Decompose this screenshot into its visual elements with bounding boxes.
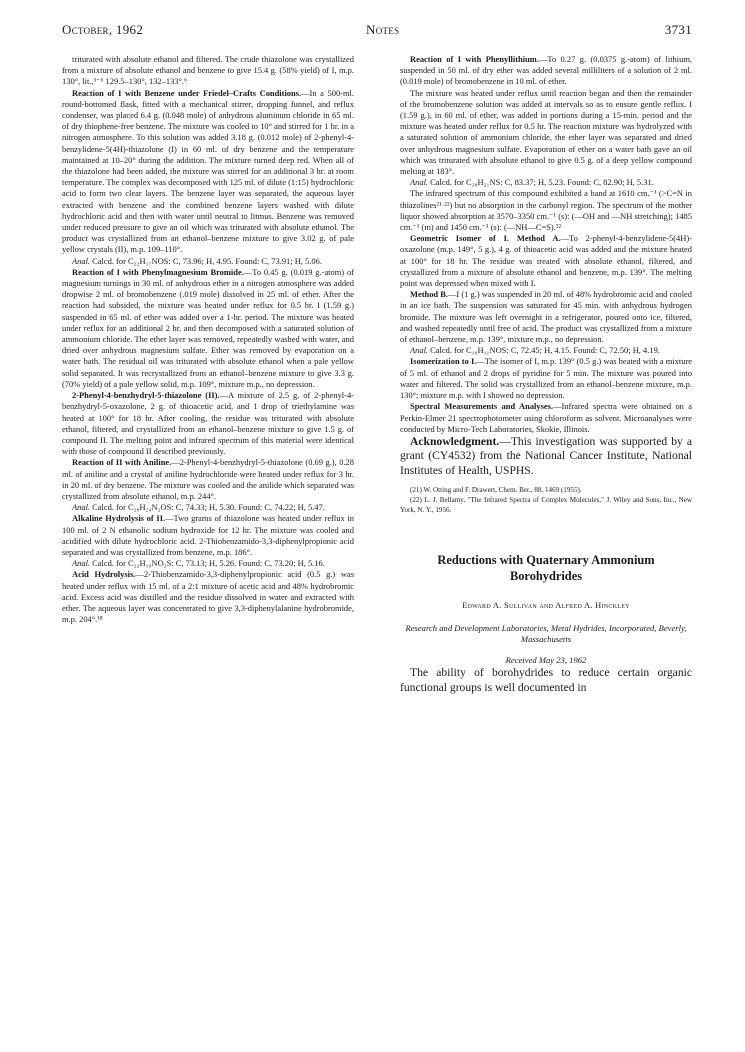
section-heading: 2-Phenyl-4-benzhydryl-5-thiazolone (II). [72,390,220,401]
paragraph-text: —To 0.45 g. (0.019 g.-atom) of magnesium turnings in 30 ml. of anhydrous ether in a nitrogen atmosphere was added dropwise 2 ml. of bromobenzene (.019 mole) dissolved in 25 ml. of ether. After the reaction had subsided, the mixture was heated under reflux for 0.5 hr. I (1.59 g.) suspended in 65 ml. of ether was added over a 1-hr. period. The mixture was heated under reflux for an additional 2 hr. and then decomposed with a saturated solution of ammonium chloride. The ether layer was removed, repeatedly washed with water, and dried over anhydrous magnesium sulfate. Ether was removed by evaporation on a water bath. The residual oil was triturated with absolute ethanol when a pale yellow solid separated. It was recrystallized from an ethanol–benzene mixture to give 3.3 g. (70% yield) of a pale yellow solid, m.p. 109°, mixture m.p., no depression. [62,266,354,389]
left-column-paragraph [62,256,354,267]
right-column-paragraph [400,177,692,188]
acknowledgment-head: Acknowledgment. [410,434,500,448]
section-heading: Method B. [410,289,448,300]
article-title: Reductions with Quaternary Ammonium Borohydrides [437,552,655,583]
right-column-paragraph [400,356,692,401]
left-column [62,54,354,625]
section-heading: Geometric Isomer of I. Method A. [410,233,561,244]
header-page-number: 3731 [664,22,692,37]
section-heading: Reaction of I with Phenyllithium. [410,54,539,64]
right-column-paragraphs [400,54,692,435]
paragraph-text: —2-Thiobenzamido-3,3-diphenylpropionic acid (0.5 g.) was heated under reflux with 15 ml. of a 2:1 mixture of acetic acid and 48% hydrobromic acid. Excess acid was distilled and the residue dissolved in water and extracted with ether. The aqueous layer was concentrated to give 3,3-diphenylalanine hydrobromide, m.p. 204°.¹⁸ [62,569,354,625]
right-column-paragraph [400,54,692,88]
header-section: Notes [366,22,400,37]
left-column-paragraph [62,569,354,625]
article-affiliation: Research and Development Laboratories, Metal Hydrides, Incorporated, Beverly, Massachusetts [405,622,687,644]
right-column [400,54,692,695]
paragraph-text: triturated with absolute ethanol and filtered. The crude thiazolone was crystallized from a mixture of absolute ethanol and benzene to give 15.4 g. (58% yield) of I, m.p. 130°, lit.,³⁻⁶ 129.5–130°, 132–133°.⁶ [62,54,354,87]
section-heading: Reaction of I with Benzene under Friedel–Crafts Conditions. [72,87,302,98]
paragraph-text: —Two grams of thiazolone was heated under reflux in 100 ml. of 2 N ethanolic sodium hydroxide for 12 hr. The mixture was cooled and acidified with dilute hydrochloric acid. 2-Thiobenzamido-3,3-diphenylpropionic acid separated and was crystallized from benzene, m.p. 186°. [62,513,354,557]
left-column-paragraph [62,54,354,88]
paragraph-text: Calcd. for C₁₆H₁₁NOS: C, 72.45; H, 4.15. Found: C, 72.50; H, 4.19. [428,345,660,356]
paragraph-text: The infrared spectrum of this compound exhibited a band at 1610 cm.⁻¹ (>C=N in thiazolines²¹·²²) but no absorption in the carbonyl region. The spectrum of the mother liquor showed absorption at 3570–3350 cm.⁻¹ (s): (—OH and —NH stretching); 1485 cm.⁻¹ (m) and 1450 cm.⁻¹ (s): (—NH—C=S).²² [400,188,692,233]
header-date: October, 1962 [62,22,144,37]
right-column-paragraph [400,401,692,435]
reference-21: (21) W. Otting and F. Drawert, Chem. Ber., 88, 1469 (1955). [410,486,582,495]
right-column-paragraph [400,233,692,289]
running-header [62,22,692,40]
paragraph-text: The mixture was heated under reflux until reaction began and then the remainder of the bromobenzene solution was added at intervals so as to ensure gentle reflux. I (1.59 g.), in 60 ml. of ether, was added in portions during a 15-min. period and the mixture was heated under reflux for 0.5 hr. The reaction mixture was hydrolyzed with a saturated solution of ammonium chloride, the ether layer was separated and dried over anhydrous magnesium sulfate. Evaporation of ether on a water bath gave an oil which was triturated with absolute ethanol to give 0.5 g. of a deep yellow compound melting at 183°. [400,87,692,177]
paragraph-text: —In a 500-ml. round-bottomed flask, fitted with a mechanical stirrer, dropping funnel, and reflux condenser, was placed 6.4 g. (0.048 mole) of anhydrous aluminum chloride in 65 ml. of dry thiophene-free benzene. The mixture was cooled to 10° and stirred for 1 hr. in a nitrogen atmosphere. To this solution was added 3.18 g. (0.012 mole) of 2-phenyl-4-benzylidene-5(4H)-thiazolone (I) in 60 ml. of dry benzene and the temperature maintained at 10–20° during the addition. The mixture turned deep red. When all of the thiazolone had been added, the mixture was stirred for an additional 3 hr. at room temperature. The complex was decomposed with 125 ml. of dilute (1:15) hydrochloric acid to form two clear layers. The benzene layer was separated, the aqueous layer extracted with benzene and the combined benzene layers washed with dilute hydrochloric acid and then with water until neutral to litmus. Benzene was removed under reduced pressure to give an oil which was triturated with absolute ethanol. The product was crystallized from an ethanol–benzene mixture to give 3.02 g. of pale yellow crystals (II), m.p. 109–110°. [62,87,354,255]
analysis-label: Anal. [410,345,429,356]
left-column-paragraph [62,558,354,569]
acknowledgment-text: —This investigation was supported by a grant (CY4532) from the National Cancer Institute, National Institutes of Health, USPHS. [400,434,692,477]
paragraph-text: Calcd. for C₂₂H₁₉NO₂S: C, 73.13; H, 5.26. Found: C, 73.20; H, 5.16. [90,558,325,569]
right-column-paragraph [400,289,692,345]
section-heading: Spectral Measurements and Analyses. [410,401,554,412]
analysis-label: Anal. [72,502,91,513]
article-received-date: Received May 23, 1962 [505,655,587,666]
paragraph-text: Calcd. for C₂₈H₂₁NS: C, 83.37; H, 5.23. Found: C, 82.90; H, 5.31. [428,177,654,188]
left-column-paragraph [62,457,354,502]
right-column-paragraph [400,188,692,233]
section-heading: Acid Hydrolysis. [72,569,136,580]
reference-22: (22) L. J. Bellamy, "The Infrared Spectra of Complex Molecules," J. Wiley and Sons, Inc., New York, N. Y., 1956. [400,495,692,514]
section-heading: Reaction of I with Phenylmagnesium Bromide. [72,266,244,277]
left-column-paragraph [62,267,354,390]
paragraph-text: —I (1 g.) was suspended in 20 ml. of 48% hydrobromic acid and cooled in an ice bath. The suspension was saturated for 45 min. with anhydrous hydrogen bromide. The mixture was left overnight in a refrigerator, poured onto ice, filtered, and washed repeatedly until free of acid. The product was crystallized from a mixture of ethanol–benzene, m.p. 139°, mixture m.p., no depression. [400,289,693,345]
article-intro: The ability of borohydrides to reduce certain organic functional groups is well documented in [400,666,692,694]
section-heading: Alkaline Hydrolysis of II. [72,513,166,524]
paragraph-text: —The isomer of I, m.p. 139° (0.5 g.) was heated with a mixture of 5 ml. of ethanol and 2 drops of pyridine for 5 min. The mixture was poured into water and filtered. The solid was crystallized from an ethanol–benzene mixture, m.p. 130°; mixture m.p. with I showed no depression. [400,356,692,401]
left-column-paragraph [62,88,354,256]
paragraph-text: —To 2-phenyl-4-benzylidene-5(4H)-oxazolone (m.p. 149°, 5 g.), 4 g. of thioacetic acid was added and the mixture heated at 100° for 18 hr. The residue was treated with absolute ethanol, filtered, and crystallized from a mixture of absolute ethanol and benzene, m.p. 139°. The melting point was depressed when mixed with I. [400,233,692,289]
analysis-label: Anal. [72,255,91,266]
left-column-paragraph [62,502,354,513]
section-heading: Isomerization to I. [410,356,477,367]
right-column-paragraph [400,345,692,356]
left-column-paragraph [62,513,354,558]
acknowledgment [400,435,692,478]
paragraph-text: —2-Phenyl-4-benzhydryl-5-thiazolone (0.69 g.), 0.28 ml. of aniline and a crystal of aniline hydrochloride were heated under reflux for 3 hr. in 20 ml. of dry benzene. The mixture was cooled and the anilide which separated was crystallized from absolute ethanol, m.p. 244°. [62,457,354,501]
paragraph-text: Calcd. for C₂₂H₁₇NOS: C, 73.96; H, 4.95. Found: C, 73.91; H, 5.06. [90,255,322,266]
paragraph-text: Calcd. for C₂₈H₂₄N₂OS: C, 74.33; H, 5.30. Found: C, 74.22; H, 5.47. [90,502,325,513]
analysis-label: Anal. [410,177,429,188]
right-column-paragraph [400,88,692,178]
article-authors: Edward A. Sullivan and Alfred A. Hinckley [462,600,630,610]
left-column-paragraph [62,390,354,457]
analysis-label: Anal. [72,558,91,569]
paragraph-text: —To 0.27 g. (0.0375 g.-atom) of lithium, suspended in 50 ml. of dry ether was added several milliliters of a solution of 2 ml. (0.019 mole) of bromobenzene in 10 ml. of ether. [400,54,692,87]
section-heading: Reaction of II with Aniline. [72,457,172,468]
paragraph-text: —Infrared spectra were obtained on a Perkin-Elmer 21 spectrophotometer using chloroform as solvent. Microanalyses were conducted by Micro-Tech Laboratories, Skokie, Illinois. [400,401,693,434]
references [400,486,692,515]
paragraph-text: —A mixture of 2.5 g. of 2-phenyl-4-benzhydryl-5-oxazolone, 2 g. of thioacetic acid, and 1 drop of triethylamine was heated at 100° for 18 hr. After cooling, the residue was triturated with absolute ethanol, filtered, and crystallized from an ethanol–benzene mixture to give 1.5 g. of compound II. The melting point and infrared spectrum of this material were identical with those of compound II described previously. [62,390,354,457]
